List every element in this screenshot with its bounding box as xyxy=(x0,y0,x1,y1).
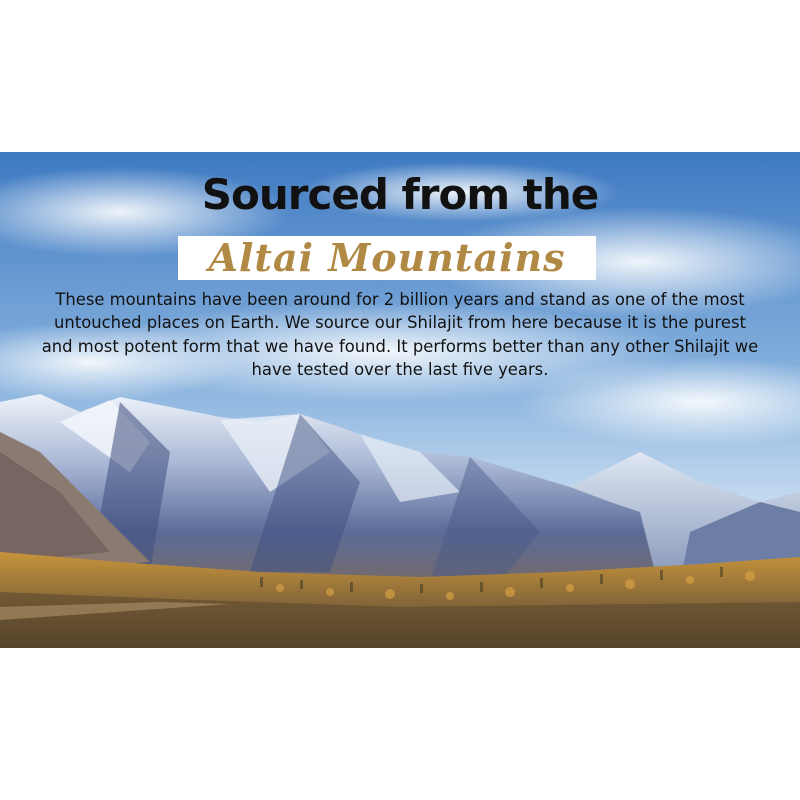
script-title: Altai Mountains xyxy=(208,235,566,280)
mountain-landscape-illustration xyxy=(0,152,800,648)
headline-title: Sourced from the xyxy=(201,170,599,219)
script-title-box xyxy=(178,236,596,280)
description-text: These mountains have been around for 2 billion years and stand as one of the most untouched places on Earth. We source our Shilajit from here because it is the purest and most potent form that we have found. It performs better than any other Shilajit we have tested over the last five years. xyxy=(41,290,759,379)
altai-mountains-banner xyxy=(0,152,800,648)
